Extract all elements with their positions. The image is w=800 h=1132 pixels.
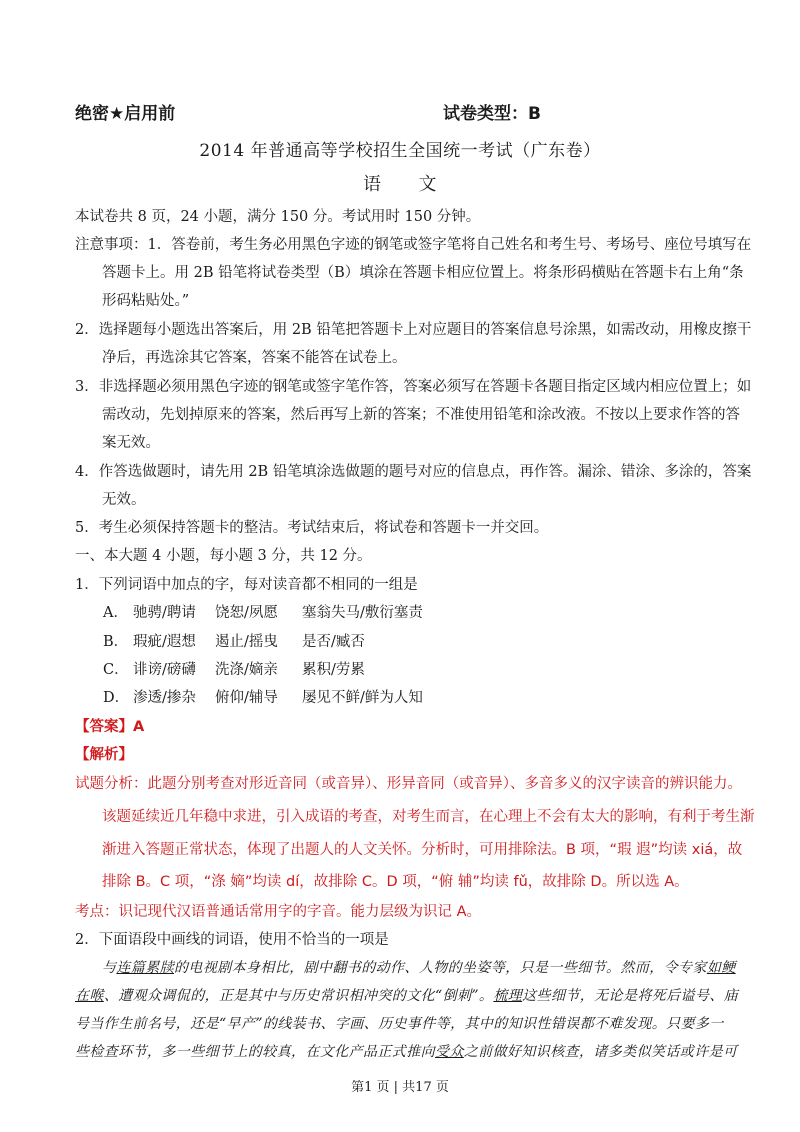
kaodian-line: 考点：识记现代汉语普通话常用字的字音。能力层级为识记 A。 [75,904,482,920]
passage-text: 些检查环节，多一些细节上的较真，在文化产品正式推向 [75,1044,435,1060]
option-word: 驰骋/聘请 [133,605,196,621]
section-1-heading: 一、本大题 4 小题，每小题 3 分，共 12 分。 [75,548,372,564]
passage-text: 、遭观众调侃的，正是其中与历史常识相冲突的文化“倒刺”。 [103,988,494,1004]
option-letter: A． [103,605,128,621]
underlined-word: 受众 [435,1044,464,1060]
underlined-word: 在喉 [75,988,104,1004]
question-1-stem: 1．下列词语中加点的字，每对读音都不相同的一组是 [75,577,418,593]
option-word: 塞翁失马/敷衍塞责 [302,605,423,621]
note-3-line-1: 3．非选择题必须用黑色字迹的钢笔或签字笔作答，答案必须写在答题卡各题目指定区域内相应位置上；如 [75,379,752,395]
underlined-word: 连篇累牍 [116,960,175,976]
option-word: 俯仰/辅导 [215,690,278,706]
confidential-label: 绝密★启用前 [75,104,176,124]
underlined-word: 梳理 [493,988,523,1004]
option-word: 遏止/摇曳 [215,634,278,650]
passage-text: 与 [102,960,117,976]
option-word: 瑕疵/遐想 [133,634,196,650]
passage-line-3: 号当作生前名号，还是“早产”的线装书、字画、历史事件等，其中的知识性错误都不难发现。只要多一 [75,1016,724,1032]
option-word: 屡见不鲜/鲜为人知 [302,690,423,706]
answer-label: 【答案】A [75,719,145,735]
option-word: 诽谤/磅礴 [133,662,196,678]
option-word: 是否/臧否 [302,634,365,650]
note-1-line-1: 注意事项：1．答卷前，考生务必用黑色字迹的钢笔或签字笔将自己姓名和考生号、考场号、座位号填写在 [75,237,752,253]
passage-text: 这些细节，无论是将死后谥号、庙 [522,988,739,1004]
option-word: 累积/劳累 [302,662,365,678]
question-2-stem: 2．下面语段中画线的词语，使用不恰当的一项是 [75,932,389,948]
option-word: 饶恕/夙愿 [215,605,278,621]
subject-title: 语 文 [363,174,437,195]
passage-text: 之前做好知识核查，诸多类似笑话或许是可 [463,1044,738,1060]
note-4-line-2: 无效。 [102,492,146,508]
paper-type-label: 试卷类型：B [443,104,541,124]
analysis-line-3: 渐进入答题正常状态，体现了出题人的人文关怀。分析时，可用排除法。B 项，“瑕 遐”均读 xiá，故 [102,842,743,858]
passage-line-4 [75,1041,737,1061]
note-1-line-2: 答题卡上。用 2B 铅笔将试卷类型（B）填涂在答题卡相应位置上。将条形码横贴在答题卡右上角“条 [102,265,744,281]
option-letter: C． [103,662,129,678]
analysis-line-1: 试题分析：此题分别考查对形近音同（或音异）、形异音同（或音异）、多音多义的汉字读音的辨识能力。 [75,776,742,792]
note-3-line-2: 需改动，先划掉原来的答案，然后再写上新的答案；不准使用铅笔和涂改液。不按以上要求作答的答 [102,407,740,423]
note-2-line-2: 净后，再选涂其它答案，答案不能答在试卷上。 [102,350,407,366]
page-footer: 第1 页 | 共17 页 [351,1080,449,1095]
option-word: 洗涤/嫡亲 [215,662,278,678]
option-letter: B． [103,634,129,650]
analysis-line-4: 排除 B。C 项，“涤 嫡”均读 dí，故排除 C。D 项，“俯 辅”均读 fǔ，故排除 D。所以选 A。 [102,874,689,890]
note-3-line-3: 案无效。 [102,435,160,451]
note-2-line-1: 2．选择题每小题选出答案后，用 2B 铅笔把答题卡上对应题目的答案信息号涂黑，如需改动，用橡皮擦干 [75,322,752,338]
option-letter: D． [103,690,130,706]
analysis-line-2: 该题延续近几年稳中求进，引入成语的考查，对考生而言，在心理上不会有太大的影响，有利于考生渐 [102,809,755,825]
passage-text: 的电视剧本身相比，剧中翻书的动作、人物的坐姿等，只是一些细节。然而，令专家 [174,960,707,976]
option-word: 渗透/掺杂 [133,690,196,706]
passage-line-1 [102,957,736,977]
analysis-label: 【解析】 [75,747,133,763]
intro-text: 本试卷共 8 页，24 小题，满分 150 分。考试用时 150 分钟。 [75,209,481,225]
exam-title: 2014 年普通高等学校招生全国统一考试（广东卷） [199,141,601,161]
passage-line-2 [75,985,738,1005]
note-5-line-1: 5．考生必须保持答题卡的整洁。考试结束后，将试卷和答题卡一并交回。 [75,520,549,536]
note-1-line-3: 形码粘贴处。” [102,293,190,309]
underlined-word: 如鲠 [706,960,736,976]
note-4-line-1: 4．作答选做题时，请先用 2B 铅笔填涂选做题的题号对应的信息点，再作答。漏涂、错涂、多涂的，答案 [75,464,752,480]
